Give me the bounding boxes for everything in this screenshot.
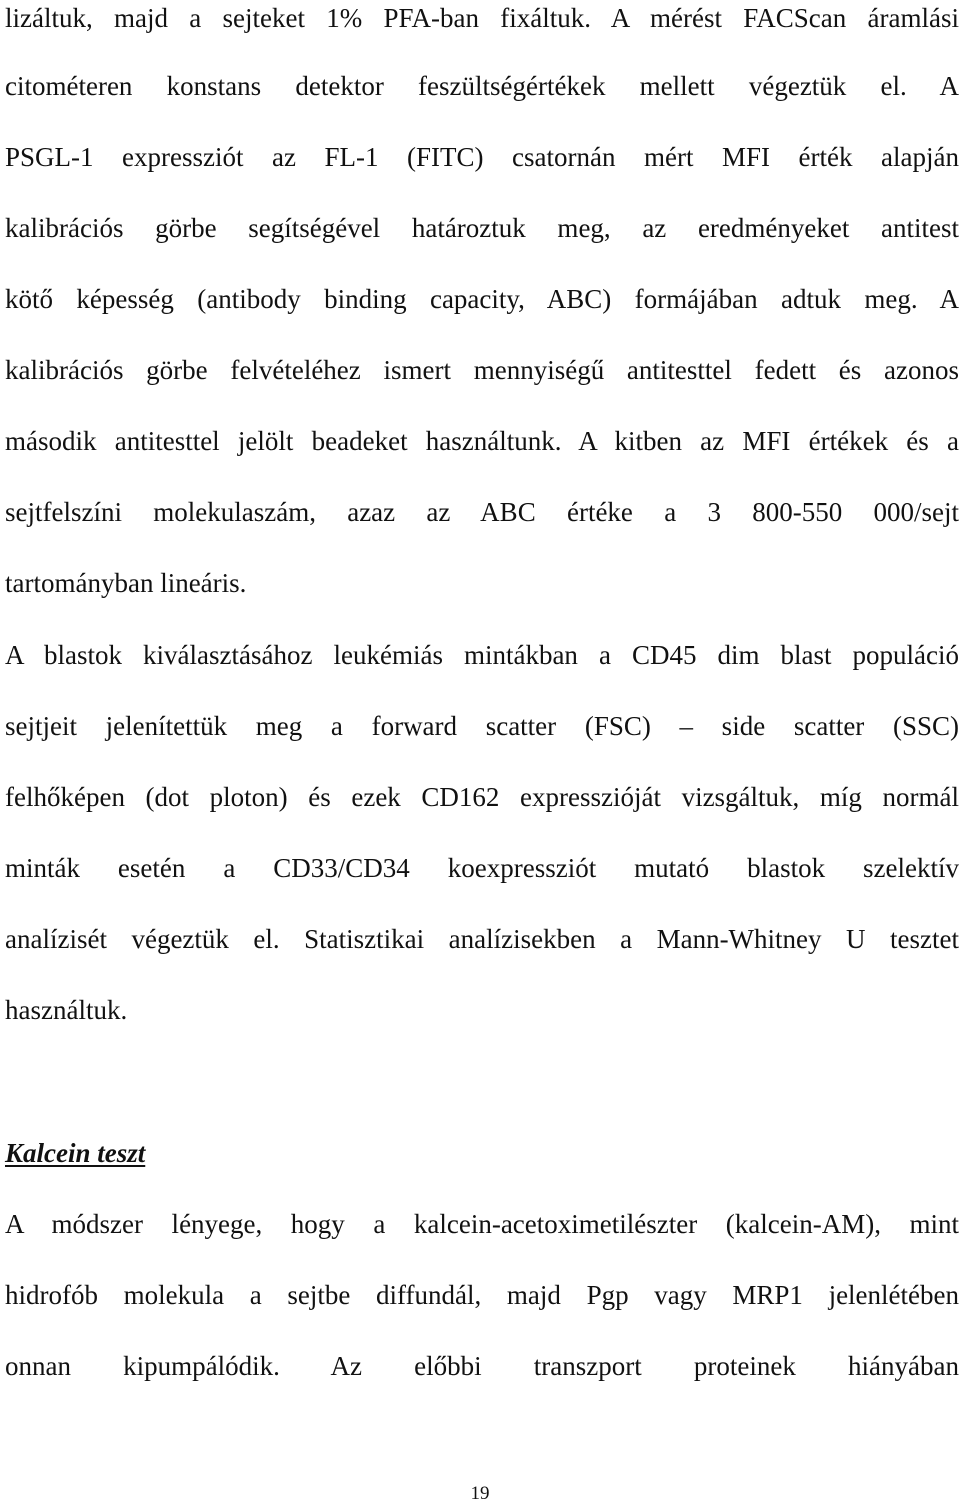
paragraph-1-line-1: lizáltuk, majd a sejteket 1% PFA-ban fixáltuk. A mérést FACScan áramlási bbox=[5, 3, 959, 33]
paragraph-2-line-5: analízisét végeztük el. Statisztikai analízisekben a Mann-Whitney U tesztet bbox=[5, 924, 959, 954]
section-heading: Kalcein teszt bbox=[5, 1138, 146, 1168]
page-number: 19 bbox=[470, 1483, 490, 1504]
paragraph-3-line-3: onnan kipumpálódik. Az előbbi transzport proteinek hiányában bbox=[5, 1351, 959, 1381]
paragraph-2-line-3: felhőképen (dot ploton) és ezek CD162 expresszióját vizsgáltuk, míg normál bbox=[5, 782, 959, 812]
paragraph-1-line-3: PSGL-1 expressziót az FL-1 (FITC) csatornán mért MFI érték alapján bbox=[5, 142, 959, 172]
paragraph-1-line-6: kalibrációs görbe felvételéhez ismert mennyiségű antitesttel fedett és azonos bbox=[5, 355, 959, 385]
paragraph-2-line-6: használtuk. bbox=[5, 995, 128, 1025]
paragraph-3-line-2: hidrofób molekula a sejtbe diffundál, majd Pgp vagy MRP1 jelenlétében bbox=[5, 1280, 959, 1310]
paragraph-2-line-1: A blastok kiválasztásához leukémiás mintákban a CD45 dim blast populáció bbox=[5, 640, 959, 670]
paragraph-1-line-7: második antitesttel jelölt beadeket használtunk. A kitben az MFI értékek és a bbox=[5, 426, 959, 456]
paragraph-1-line-8: sejtfelszíni molekulaszám, azaz az ABC értéke a 3 800-550 000/sejt bbox=[5, 497, 959, 527]
paragraph-1-line-9: tartományban lineáris. bbox=[5, 568, 247, 598]
paragraph-1-line-2: citométeren konstans detektor feszültségértékek mellett végeztük el. A bbox=[5, 71, 959, 101]
paragraph-1-line-4: kalibrációs görbe segítségével határoztuk meg, az eredményeket antitest bbox=[5, 213, 959, 243]
paragraph-2-line-2: sejtjeit jelenítettük meg a forward scatter (FSC) – side scatter (SSC) bbox=[5, 711, 959, 741]
paragraph-2-line-4: minták esetén a CD33/CD34 koexpressziót mutató blastok szelektív bbox=[5, 853, 959, 883]
paragraph-3-line-1: A módszer lényege, hogy a kalcein-acetoximetilészter (kalcein-AM), mint bbox=[5, 1209, 959, 1239]
paragraph-1-line-5: kötő képesség (antibody binding capacity, ABC) formájában adtuk meg. A bbox=[5, 284, 959, 314]
